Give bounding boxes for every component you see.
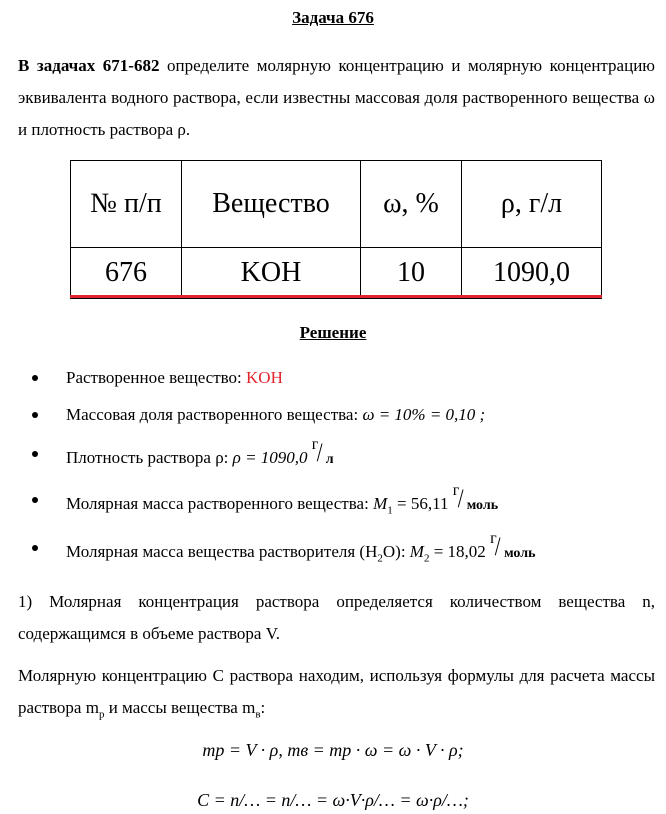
- unit-fraction: г / л: [311, 436, 334, 467]
- cell-substance: KOH: [182, 248, 361, 299]
- bullet-icon: [32, 497, 38, 503]
- cell-mass-fraction: 10: [361, 248, 462, 299]
- bullet-icon: [32, 375, 38, 381]
- table-header-row: [71, 161, 602, 248]
- given-value: KOH: [246, 368, 283, 387]
- given-formula: $M_1 = 56,11$: [373, 493, 449, 517]
- formula-mass: mр = V · ρ, mв = mр · ω = ω · V · ρ;: [202, 740, 464, 760]
- given-label: Растворенное вещество:: [66, 368, 247, 387]
- given-label: Молярная масса растворенного вещества:: [66, 493, 374, 513]
- formula-concentration: C = n/… = n/… = ω·V·ρ/… = ω·ρ/…;: [197, 790, 469, 810]
- solution-title: Решение: [299, 323, 367, 342]
- table-row: [71, 248, 602, 299]
- given-label: Массовая доля растворенного вещества:: [66, 405, 363, 424]
- header-density: ρ, г/л: [462, 161, 602, 248]
- bullet-icon: [32, 412, 38, 418]
- cell-number: 676: [71, 248, 182, 299]
- unit-denominator: л: [325, 452, 334, 467]
- data-table: [70, 160, 602, 299]
- given-label: Молярная масса вещества растворителя $(H_2O)$:: [66, 541, 410, 565]
- given-formula: ρ = 1090,0: [232, 447, 308, 467]
- bullet-icon: [32, 545, 38, 551]
- task-range: В задачах 671-682: [18, 56, 160, 75]
- task-statement: определите молярную концентрацию и молярную концентрацию эквивалента водного раствора, если известны массовая доля растворенного вещества ω и плотность раствора ρ.: [18, 56, 655, 139]
- bullet-icon: [32, 451, 38, 457]
- unit-numerator: г: [311, 436, 319, 453]
- header-mass-fraction: ω, %: [361, 161, 462, 248]
- unit-denominator: моль: [466, 498, 499, 513]
- given-formula: $M_2 = 18,02$: [409, 541, 486, 565]
- given-label: Плотность раствора ρ:: [66, 447, 233, 467]
- unit-numerator: г: [490, 530, 497, 547]
- unit-numerator: г: [452, 482, 460, 499]
- given-formula: ω = 10% = 0,10 ;: [362, 405, 486, 424]
- task-title: Задача 676: [292, 8, 374, 27]
- paragraph-molar-concentration: 1) Молярная концентрация раствора определяется количеством вещества n, содержащимся в объеме раствора V.: [18, 592, 655, 643]
- header-substance: Вещество: [182, 161, 361, 248]
- unit-denominator: моль: [504, 546, 536, 561]
- header-number: № п/п: [71, 161, 182, 248]
- unit-fraction: г / моль: [452, 482, 499, 513]
- table-underline: [70, 295, 602, 298]
- task-intro: [18, 50, 655, 146]
- unit-fraction: г / моль: [490, 530, 536, 561]
- cell-density: 1090,0: [462, 248, 602, 299]
- paragraph-formula-intro: Молярную концентрацию C раствора находим, используя формулы для расчета массы раствора $m_р$ и массы вещества $m_в$:: [18, 666, 655, 721]
